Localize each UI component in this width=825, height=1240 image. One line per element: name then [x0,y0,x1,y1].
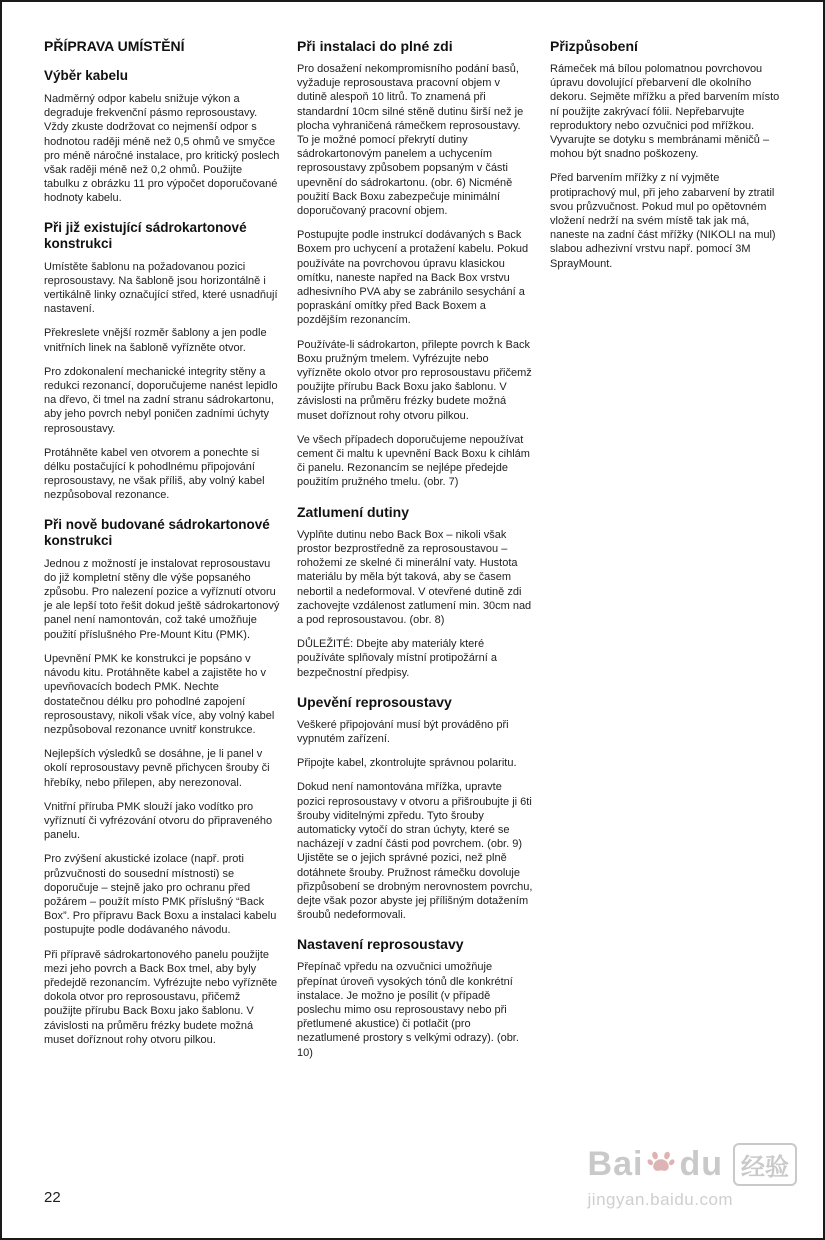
section-heading: Výběr kabelu [44,68,129,83]
paragraph: Pro dosažení nekompromisního podání basů, vyžaduje reprosoustava pracovní objem v dutině alespoň 10 litrů. To znamená při standardní 10cm silné stěně dutinu širší než je plocha vyhraničená rámečkem reprosoustavy. To je možné pomocí překrytí dutiny sádrokartonovým panelem a uchycením reprosoustavy způsobem popsaným v části upevnění do sádrokartonu. (obr. 6) Nicméně použití Back Boxu zabezpečuje minimální doporučovaný pracovní objem. [297,63,524,218]
paragraph: Překreslete vnější rozměr šablony a jen podle vnitřních linek na šabloně vyřízněte otvor. [44,327,267,354]
paragraph: Při přípravě sádrokartonového panelu použijte mezi jeho povrch a Back Box tmel, aby byly předejdě rezonancím. Vyfrézujte nebo vyřízněte dokola otvor pro reprosoustavu, přičemž použijte přírubu Back Boxu jako šablonu. V závislosti na průměru frézky budete možná muset doříznout rohy otvoru pilkou. [44,948,278,1046]
paragraph: Přepínač vpředu na ozvučnici umožňuje přepínat úroveň vysokých tónů dle konkrétní instalace. Je možno je posílit (v případě poslechu mimo osu reprosoustavy nebo při přetlumené akustice) či potlačit (pro nezatlumené prostory s velkými odrazy). (obr. 10) [297,961,519,1059]
paw-icon [646,1147,676,1182]
section-heading: Při instalaci do plné zdi [297,38,453,54]
baidu-watermark [588,1143,797,1210]
page-number: 22 [44,1189,61,1206]
section-heading: Při nově budované sádrokartonové konstrukci [44,516,270,548]
paragraph: Postupujte podle instrukcí dodávaných s Back Boxem pro uchycení a protažení kabelu. Pokud používáte na povrchovou úpravu klasickou omítku, naneste napřed na Back Box vrstvu adhesivního PVA aby se zabránilo sesychání a popraskání omítky před Back Boxem a pozdějším rezonancím. [297,229,529,327]
paragraph: Pro zvýšení akustické izolace (např. proti průzvučnosti do sousední místnosti) se doporučuje – stejně jako pro ochranu před požárem – použít místo PMK příslušný “Back Box”. Pro přípravu Back Boxu a instalaci kabelu postupujte podle dodávaného návodu. [44,853,277,937]
paragraph: Pro zdokonalení mechanické integrity stěny a redukci rezonancí, doporučujeme nanést lepidlo na dřevo, či tmel na zadní stranu sádrokartonu, aby jeho povrch nebyl poničen zadními úchyty reprosoustavy. [44,365,278,435]
column-right [550,38,786,1070]
watermark-url: jingyan.baidu.com [587,1190,734,1209]
content-columns [44,38,786,1070]
paragraph: Vnitřní příruba PMK slouží jako vodítko pro vyříznutí či vyfrézování otvoru do připraveného panelu. [44,800,273,842]
paragraph: Nejlepších výsledků se dosáhne, je li panel v okolí reprosoustavy pevně přichycen šrouby či hřebíky, nebo přilepen, aby nerezonoval. [44,748,270,789]
watermark-brand-du: du [679,1145,723,1183]
paragraph: DŮLEŽITÉ: Dbejte aby materiály které používáte splňovaly místní protipožární a bezpečnostní předpisy. [297,638,497,679]
paragraph: Umístěte šablonu na požadovanou pozici reprosoustavy. Na šabloně jsou horizontálně i vertikálně linky označující střed, které usnadňují nastavení. [44,260,278,316]
paragraph: Před barvením mřížky z ní vyjměte protiprachový mul, při jeho zabarvení by ztratil svou průzvučnost. Pokud mul po opětovném vložení nedrží na svém místě tak jak má, naneste na zadní část mřížky (NIKOLI na mul) slabou adhezivní vrstvu např. pomocí 3M SprayMount. [550,172,776,270]
paragraph: Rámeček má bílou polomatnou povrchovou úpravu dovolující přebarvení dle okolního dekoru. Sejměte mřížku a před barvením místo ní použijte zakrývací fólii. Nepřebarvujte reproduktory nebo ozvučnici pod mřížkou. Vyvarujte se dotyku s membránami měničů – mohou být snadno poškozeny. [550,63,780,161]
section-heading: Přizpůsobení [550,38,638,54]
paragraph: Jednou z možností je instalovat reprosoustavu do již kompletní stěny dle výše popsaného způsobu. Pro nalezení pozice a vyříznutí otvoru je ale lepší toto řešit dokud ještě sádrokartonový panel není namontován, což také umožňuje použití příslušného Pre-Mount Kitu (PMK). [44,557,280,641]
paragraph: Připojte kabel, zkontrolujte správnou polaritu. [297,757,517,770]
watermark-badge: 经验 [733,1143,797,1186]
paragraph: Ve všech případech doporučujeme nepoužívat cement či maltu k upevnění Back Boxu k cihlám či panelu. Rezonancím se nejlépe předejde použitím pružného tmelu. (obr. 7) [297,433,530,489]
paragraph: Dokud není namontována mřížka, upravte pozici reprosoustavy v otvoru a přišroubujte ji 6ti šrouby viditelnými zpředu. Tyto šrouby automaticky vytočí do stran úchyty, které se nacházejí v zadní části pod povrchem. (obr. 9) Ujistěte se o jejich správné pozici, než plně dotáhnete šrouby. Pružnost rámečku dovoluje přizpůsobení se drobným nerovnostem povrchu, dejte však pozor abyste jej přílišným dotažením šroubů nedeformovali. [297,781,533,922]
paragraph: Vyplňte dutinu nebo Back Box – nikoli však prostor bezprostředně za reprosoustavou – rohožemi ze skelné či minerální vaty. Hustota materiálu by měla být taková, aby se časem nebortil a nedeformoval. V otevřené dutině zdi zachovejte vzdálenost zatlumení min. 30cm nad a pod reprosoustavou. (obr. 8) [297,528,532,626]
column-middle [297,38,533,1070]
paragraph: Upevnění PMK ke konstrukci je popsáno v návodu kitu. Protáhněte kabel a zajistěte ho v upevňovacích bodech PMK. Nechte dostatečnou délku pro pohodlné zapojení reprosoustavy, nikoli však více, aby volný kabel nezpůsoboval rezonance uvnitř konstrukce. [44,652,275,736]
section-heading: Upevění reprosoustavy [297,693,452,710]
section-heading: Nastavení reprosoustavy [297,936,464,953]
paragraph: Používáte-li sádrokarton, přilepte povrch k Back Boxu pružným tmelem. Vyfrézujte nebo vyřízněte okolo otvor pro reprosoustavu přičemž použijte přírubu Back Boxu jako šablonu. V závislosti na průměru frézky budete možná muset doříznout rohy otvoru pilkou. [297,338,532,422]
paragraph: Veškeré připojování musí být prováděno při vypnutém zařízení. [297,718,509,745]
section-heading: Při již existující sádrokartonové konstrukci [44,219,247,251]
section-heading: PŘÍPRAVA UMÍSTĚNÍ [44,38,185,54]
column-left [44,38,280,1070]
watermark-brand-row [588,1143,797,1186]
paragraph: Nadměrný odpor kabelu snižuje výkon a degraduje frekvenční pásmo reprosoustavy. Vždy zkuste dodržovat co nejmenší odpor s hodnotou raději méně než 0,5 ohmů ve smyčce pro méně náročné instalace, pro kritický poslech však raději méně než 0,2 ohmů. Použijte tabulku z obrázku 11 pro výpočet doporučované hodnoty kabelu. [44,93,280,205]
section-heading: Zatlumení dutiny [297,503,409,520]
paragraph: Protáhněte kabel ven otvorem a ponechte si délku postačující k pohodlnému připojování reprosoustavy, ne však příliš, aby volný kabel nezpůsoboval rezonance. [44,446,265,502]
watermark-brand-bai: Bai [587,1145,644,1183]
